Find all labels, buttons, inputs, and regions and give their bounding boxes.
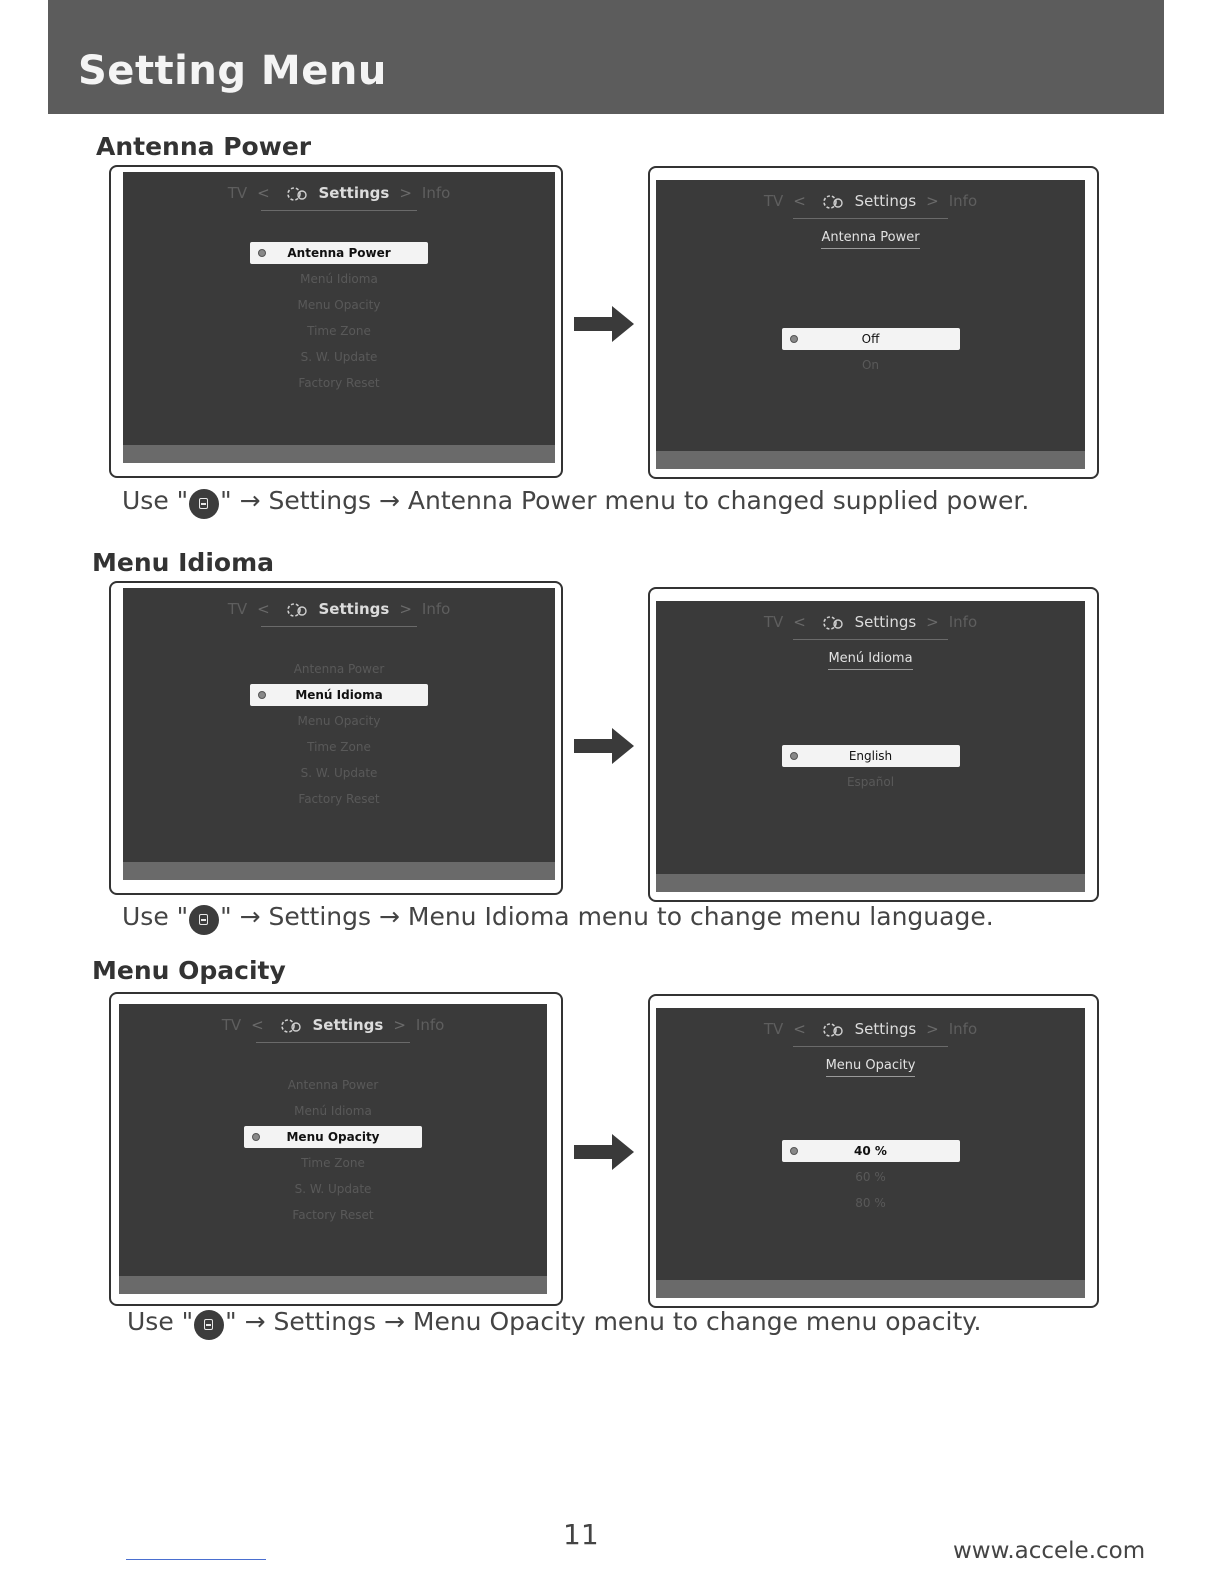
selected-dot-icon <box>790 335 798 343</box>
chevron-left-icon: < <box>793 192 806 210</box>
menu-item-factory-reset[interactable]: Factory Reset <box>298 792 380 806</box>
option-label: English <box>848 749 893 763</box>
menu-button-icon <box>189 905 219 935</box>
option-list <box>656 1138 1085 1216</box>
option-60-percent[interactable]: 60 % <box>855 1170 886 1184</box>
tv-screen <box>656 1008 1085 1298</box>
menu-button-icon <box>189 489 219 519</box>
gear-icon <box>821 613 845 631</box>
nav-settings: Settings <box>318 184 390 202</box>
section-heading-menu-opacity: Menu Opacity <box>92 956 286 985</box>
footer-url[interactable]: www.accele.com <box>953 1538 1146 1564</box>
settings-nav <box>656 192 1085 210</box>
option-espanol[interactable]: Español <box>846 775 895 789</box>
option-80-percent[interactable]: 80 % <box>855 1196 886 1210</box>
nav-settings: Settings <box>312 1016 384 1034</box>
chevron-right-icon: > <box>393 1016 406 1034</box>
caption-menu-opacity: Use " " → Settings → Menu Opacity menu to change menu opacity. <box>127 1307 981 1340</box>
settings-nav <box>656 613 1085 631</box>
menu-item-antenna-power[interactable]: Antenna Power <box>287 1078 379 1092</box>
selected-dot-icon <box>790 752 798 760</box>
caption-menu-idioma: Use " " → Settings → Menu Idioma menu to change menu language. <box>122 902 994 935</box>
option-on[interactable]: On <box>861 358 880 372</box>
nav-settings: Settings <box>854 613 917 631</box>
screenshot-settings-menu-opacity <box>109 992 563 1306</box>
footer-rule <box>126 1559 266 1560</box>
settings-nav <box>123 184 555 202</box>
menu-item-time-zone[interactable]: Time Zone <box>307 740 371 754</box>
option-english[interactable] <box>782 745 960 767</box>
tv-screen <box>656 601 1085 892</box>
screen-bottom-bar <box>656 874 1085 892</box>
chevron-left-icon: < <box>793 613 806 631</box>
submenu-title: Menu Opacity <box>656 1058 1085 1073</box>
nav-info: Info <box>948 613 978 631</box>
page-title: Setting Menu <box>78 48 387 94</box>
option-40-percent[interactable] <box>782 1140 960 1162</box>
option-list <box>656 326 1085 378</box>
page-number: 11 <box>563 1518 599 1551</box>
submenu-title: Antenna Power <box>656 230 1085 245</box>
tv-screen <box>123 588 555 880</box>
selected-dot-icon <box>258 249 266 257</box>
menu-item-menu-opacity[interactable]: Menu Opacity <box>297 298 381 312</box>
section-heading-antenna-power: Antenna Power <box>96 132 312 161</box>
settings-menu-list <box>119 1072 547 1228</box>
nav-info: Info <box>948 1020 978 1038</box>
arrow-right-icon <box>574 306 636 342</box>
tv-screen <box>123 172 555 463</box>
selected-dot-icon <box>258 691 266 699</box>
screen-bottom-bar <box>656 1280 1085 1298</box>
nav-settings: Settings <box>854 192 917 210</box>
option-list <box>656 743 1085 795</box>
gear-icon <box>285 600 309 618</box>
screen-bottom-bar <box>119 1276 547 1294</box>
nav-underline <box>261 626 417 627</box>
gear-icon <box>821 192 845 210</box>
nav-tv: TV <box>221 1016 242 1034</box>
menu-item-factory-reset[interactable]: Factory Reset <box>298 376 380 390</box>
nav-info: Info <box>948 192 978 210</box>
menu-item-label: Menu Opacity <box>286 1130 380 1144</box>
screenshot-antenna-power-submenu <box>648 166 1099 479</box>
nav-underline <box>256 1042 410 1043</box>
option-off[interactable] <box>782 328 960 350</box>
arrow-right-icon <box>574 1134 636 1170</box>
screen-bottom-bar <box>123 445 555 463</box>
nav-underline <box>261 210 417 211</box>
menu-item-time-zone[interactable]: Time Zone <box>307 324 371 338</box>
selected-dot-icon <box>252 1133 260 1141</box>
menu-item-sw-update[interactable]: S. W. Update <box>300 766 378 780</box>
menu-item-menu-opacity[interactable] <box>244 1126 422 1148</box>
menu-item-sw-update[interactable]: S. W. Update <box>294 1182 372 1196</box>
nav-info: Info <box>415 1016 445 1034</box>
menu-item-antenna-power[interactable] <box>250 242 428 264</box>
arrow-right-icon <box>574 728 636 764</box>
settings-nav <box>119 1016 547 1034</box>
screenshot-settings-menu-idioma <box>109 581 563 895</box>
menu-item-menu-idioma[interactable]: Menú Idioma <box>294 1104 372 1118</box>
section-heading-menu-idioma: Menu Idioma <box>92 548 274 577</box>
option-label: 40 % <box>854 1144 887 1158</box>
chevron-right-icon: > <box>926 613 939 631</box>
caption-antenna-power: Use " " → Settings → Antenna Power menu to changed supplied power. <box>122 486 1029 519</box>
submenu-title: Menú Idioma <box>656 651 1085 666</box>
nav-tv: TV <box>227 600 248 618</box>
nav-underline <box>793 218 947 219</box>
nav-underline <box>793 1046 947 1047</box>
chevron-right-icon: > <box>926 1020 939 1038</box>
selected-dot-icon <box>790 1147 798 1155</box>
menu-item-factory-reset[interactable]: Factory Reset <box>292 1208 374 1222</box>
nav-info: Info <box>421 600 451 618</box>
settings-menu-list <box>123 240 555 396</box>
gear-icon <box>821 1020 845 1038</box>
nav-tv: TV <box>763 1020 784 1038</box>
chevron-right-icon: > <box>399 184 412 202</box>
screenshot-menu-idioma-submenu <box>648 587 1099 902</box>
menu-item-antenna-power[interactable]: Antenna Power <box>293 662 385 676</box>
screenshot-menu-opacity-submenu <box>648 994 1099 1308</box>
screen-bottom-bar <box>123 862 555 880</box>
nav-tv: TV <box>227 184 248 202</box>
settings-menu-list <box>123 656 555 812</box>
menu-button-icon <box>194 1310 224 1340</box>
nav-underline <box>793 639 947 640</box>
gear-icon <box>279 1016 303 1034</box>
settings-nav <box>123 600 555 618</box>
gear-icon <box>285 184 309 202</box>
menu-item-sw-update[interactable]: S. W. Update <box>300 350 378 364</box>
screenshot-settings-menu-antenna <box>109 165 563 478</box>
menu-item-label: Menú Idioma <box>295 688 383 702</box>
menu-item-menu-idioma[interactable] <box>250 684 428 706</box>
nav-settings: Settings <box>318 600 390 618</box>
nav-tv: TV <box>763 613 784 631</box>
header-bar <box>48 0 1164 114</box>
menu-item-menu-idioma[interactable]: Menú Idioma <box>300 272 378 286</box>
chevron-left-icon: < <box>793 1020 806 1038</box>
nav-tv: TV <box>763 192 784 210</box>
menu-item-menu-opacity[interactable]: Menu Opacity <box>297 714 381 728</box>
screen-bottom-bar <box>656 451 1085 469</box>
chevron-left-icon: < <box>251 1016 264 1034</box>
chevron-right-icon: > <box>926 192 939 210</box>
chevron-left-icon: < <box>257 184 270 202</box>
chevron-left-icon: < <box>257 600 270 618</box>
tv-screen <box>656 180 1085 469</box>
menu-item-label: Antenna Power <box>287 246 391 260</box>
option-label: Off <box>861 332 880 346</box>
menu-item-time-zone[interactable]: Time Zone <box>301 1156 365 1170</box>
settings-nav <box>656 1020 1085 1038</box>
nav-info: Info <box>421 184 451 202</box>
tv-screen <box>119 1004 547 1294</box>
nav-settings: Settings <box>854 1020 917 1038</box>
chevron-right-icon: > <box>399 600 412 618</box>
